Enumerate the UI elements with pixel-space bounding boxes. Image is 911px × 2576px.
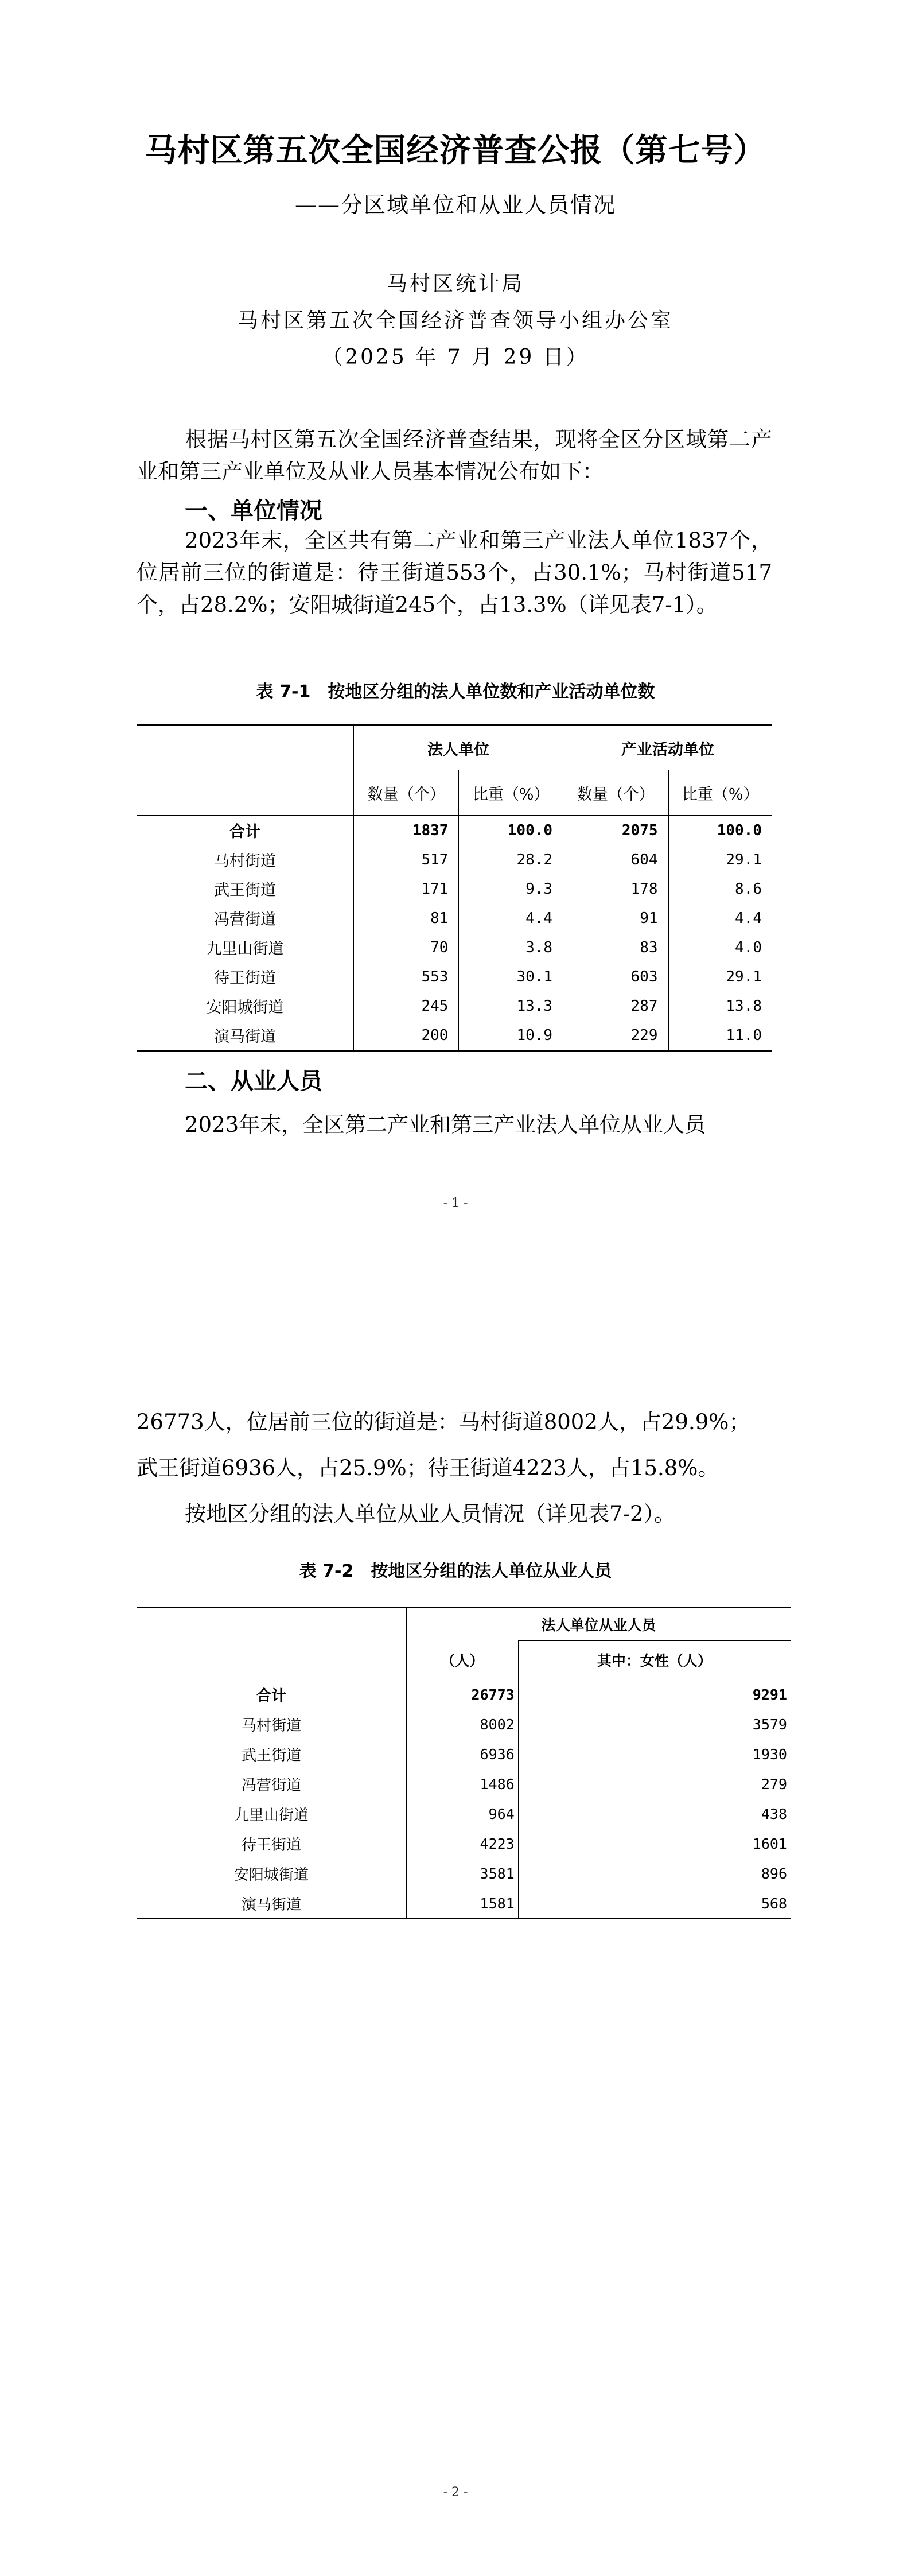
cell-value: 4.4 bbox=[459, 903, 563, 933]
cell-value: 70 bbox=[354, 933, 459, 962]
cell-value: 29.1 bbox=[668, 845, 772, 874]
table-row bbox=[137, 903, 772, 933]
cell-value: 4.4 bbox=[668, 903, 772, 933]
table-7-2 bbox=[137, 1607, 791, 1919]
row-label: 安阳城街道 bbox=[233, 1866, 309, 1884]
table-header-female-persons: 其中：女性（人） bbox=[518, 1641, 791, 1679]
cell-value: 287 bbox=[563, 991, 668, 1021]
table-row bbox=[137, 933, 772, 962]
table-header-region bbox=[137, 726, 354, 816]
row-label: 待王街道 bbox=[241, 1836, 301, 1854]
cell-value: 178 bbox=[563, 874, 668, 903]
cell-value: 4.0 bbox=[668, 933, 772, 962]
cell-value: 83 bbox=[563, 933, 668, 962]
table-row bbox=[137, 1829, 791, 1859]
cell-value: 100.0 bbox=[459, 816, 563, 845]
cell-value: 1930 bbox=[518, 1739, 791, 1769]
issue-date: （2025 年 7 月 29 日） bbox=[322, 346, 589, 369]
section-2-heading: 二、从业人员 bbox=[185, 1068, 322, 1095]
section-2-line-1: 26773人，位居前三位的街道是：马村街道8002人，占29.9%； bbox=[137, 1410, 750, 1434]
table-row bbox=[137, 1859, 791, 1888]
cell-value: 100.0 bbox=[668, 816, 772, 845]
table-header-ratio: 比重（%） bbox=[459, 770, 563, 816]
table-header-legal-units: 法人单位 bbox=[354, 726, 563, 770]
cell-value: 13.3 bbox=[459, 991, 563, 1021]
cell-value: 3581 bbox=[407, 1859, 519, 1888]
cell-value: 81 bbox=[354, 903, 459, 933]
table-7-1 bbox=[137, 724, 772, 1052]
table-row bbox=[137, 1679, 791, 1710]
table-header-activity-units: 产业活动单位 bbox=[563, 726, 772, 770]
section-2-line-2: 武王街道6936人，占25.9%；待王街道4223人，占15.8%。 bbox=[137, 1456, 719, 1480]
cell-value: 10.9 bbox=[459, 1021, 563, 1051]
cell-value: 28.2 bbox=[459, 845, 563, 874]
cell-value: 438 bbox=[518, 1799, 791, 1829]
table-header-region bbox=[137, 1608, 407, 1679]
row-label: 待王街道 bbox=[214, 969, 276, 987]
section-2-note bbox=[137, 1498, 802, 1530]
cell-value: 6936 bbox=[407, 1739, 519, 1769]
section-1-paragraph bbox=[137, 525, 772, 621]
row-label: 九里山街道 bbox=[206, 940, 284, 958]
cell-value: 200 bbox=[354, 1021, 459, 1051]
row-label: 马村街道 bbox=[214, 852, 276, 870]
cell-value: 9291 bbox=[518, 1679, 791, 1710]
table-header-employees: 法人单位从业人员 bbox=[407, 1608, 791, 1641]
cell-value: 568 bbox=[518, 1888, 791, 1919]
cell-value: 30.1 bbox=[459, 962, 563, 991]
cell-value: 604 bbox=[563, 845, 668, 874]
cell-value: 8002 bbox=[407, 1709, 519, 1739]
row-label: 冯营街道 bbox=[214, 911, 276, 929]
cell-value: 4223 bbox=[407, 1829, 519, 1859]
cell-value: 29.1 bbox=[668, 962, 772, 991]
cell-value: 11.0 bbox=[668, 1021, 772, 1051]
section-2-text-start: 2023年末，全区第二产业和第三产业法人单位从业人员 bbox=[185, 1112, 706, 1137]
cell-value: 9.3 bbox=[459, 874, 563, 903]
table-row bbox=[137, 962, 772, 991]
table-header-total-persons: （人） bbox=[407, 1641, 519, 1679]
cell-value: 91 bbox=[563, 903, 668, 933]
table-row bbox=[137, 1888, 791, 1919]
row-label: 冯营街道 bbox=[241, 1776, 301, 1794]
cell-value: 603 bbox=[563, 962, 668, 991]
cell-value: 1581 bbox=[407, 1888, 519, 1919]
page-number-2: - 2 - bbox=[443, 2485, 468, 2500]
table-row bbox=[137, 991, 772, 1021]
row-label: 演马街道 bbox=[241, 1896, 301, 1914]
table-row bbox=[137, 1021, 772, 1051]
cell-value: 1486 bbox=[407, 1769, 519, 1799]
cell-value: 553 bbox=[354, 962, 459, 991]
table-header-count: 数量（个） bbox=[354, 770, 459, 816]
table-row bbox=[137, 1769, 791, 1799]
cell-value: 896 bbox=[518, 1859, 791, 1888]
row-label: 九里山街道 bbox=[233, 1806, 309, 1824]
row-label: 武王街道 bbox=[241, 1747, 301, 1764]
cell-value: 517 bbox=[354, 845, 459, 874]
cell-value: 245 bbox=[354, 991, 459, 1021]
table-7-2-caption: 表 7-2 按地区分组的法人单位从业人员 bbox=[299, 1561, 612, 1581]
cell-value: 26773 bbox=[407, 1679, 519, 1710]
page-number-1: - 1 - bbox=[443, 1196, 468, 1211]
section-1-text: 2023年末，全区共有第二产业和第三产业法人单位1837个，位居前三位的街道是：待王街道553个，占30.1%；马村街道517个，占28.2%；安阳城街道245个，占13.3%（详见表7-1）。 bbox=[137, 528, 772, 617]
cell-value: 2075 bbox=[563, 816, 668, 845]
row-label: 马村街道 bbox=[241, 1717, 301, 1735]
table-row bbox=[137, 816, 772, 845]
table-row bbox=[137, 874, 772, 903]
table-row bbox=[137, 1739, 791, 1769]
table-row bbox=[137, 845, 772, 874]
page-subtitle: ——分区域单位和从业人员情况 bbox=[294, 192, 616, 218]
cell-value: 3579 bbox=[518, 1709, 791, 1739]
table-row bbox=[137, 1709, 791, 1739]
cell-value: 229 bbox=[563, 1021, 668, 1051]
cell-value: 8.6 bbox=[668, 874, 772, 903]
intro-text: 根据马村区第五次全国经济普查结果，现将全区分区域第二产业和第三产业单位及从业人员基本情况公布如下： bbox=[137, 427, 772, 484]
table-header-ratio: 比重（%） bbox=[668, 770, 772, 816]
row-label: 合计 bbox=[256, 1687, 286, 1705]
cell-value: 1601 bbox=[518, 1829, 791, 1859]
row-label: 演马街道 bbox=[214, 1028, 276, 1046]
row-label: 武王街道 bbox=[214, 882, 276, 899]
page-title: 马村区第五次全国经济普查公报（第七号） bbox=[145, 132, 766, 169]
cell-value: 964 bbox=[407, 1799, 519, 1829]
cell-value: 3.8 bbox=[459, 933, 563, 962]
cell-value: 279 bbox=[518, 1769, 791, 1799]
issuer-office: 马村区第五次全国经济普查领导小组办公室 bbox=[237, 309, 673, 332]
section-2-note-text: 按地区分组的法人单位从业人员情况（详见表7-2）。 bbox=[185, 1502, 676, 1526]
section-2-paragraph-start bbox=[137, 1109, 772, 1141]
row-label: 安阳城街道 bbox=[206, 999, 284, 1017]
cell-value: 13.8 bbox=[668, 991, 772, 1021]
intro-paragraph bbox=[137, 424, 772, 488]
table-7-1-caption: 表 7-1 按地区分组的法人单位数和产业活动单位数 bbox=[256, 682, 655, 702]
cell-value: 171 bbox=[354, 874, 459, 903]
page-2 bbox=[0, 1288, 911, 2576]
section-1-heading: 一、单位情况 bbox=[185, 498, 322, 524]
issuer-bureau: 马村区统计局 bbox=[386, 272, 524, 296]
cell-value: 1837 bbox=[354, 816, 459, 845]
table-row bbox=[137, 1799, 791, 1829]
table-header-count: 数量（个） bbox=[563, 770, 668, 816]
row-label: 合计 bbox=[229, 823, 260, 841]
